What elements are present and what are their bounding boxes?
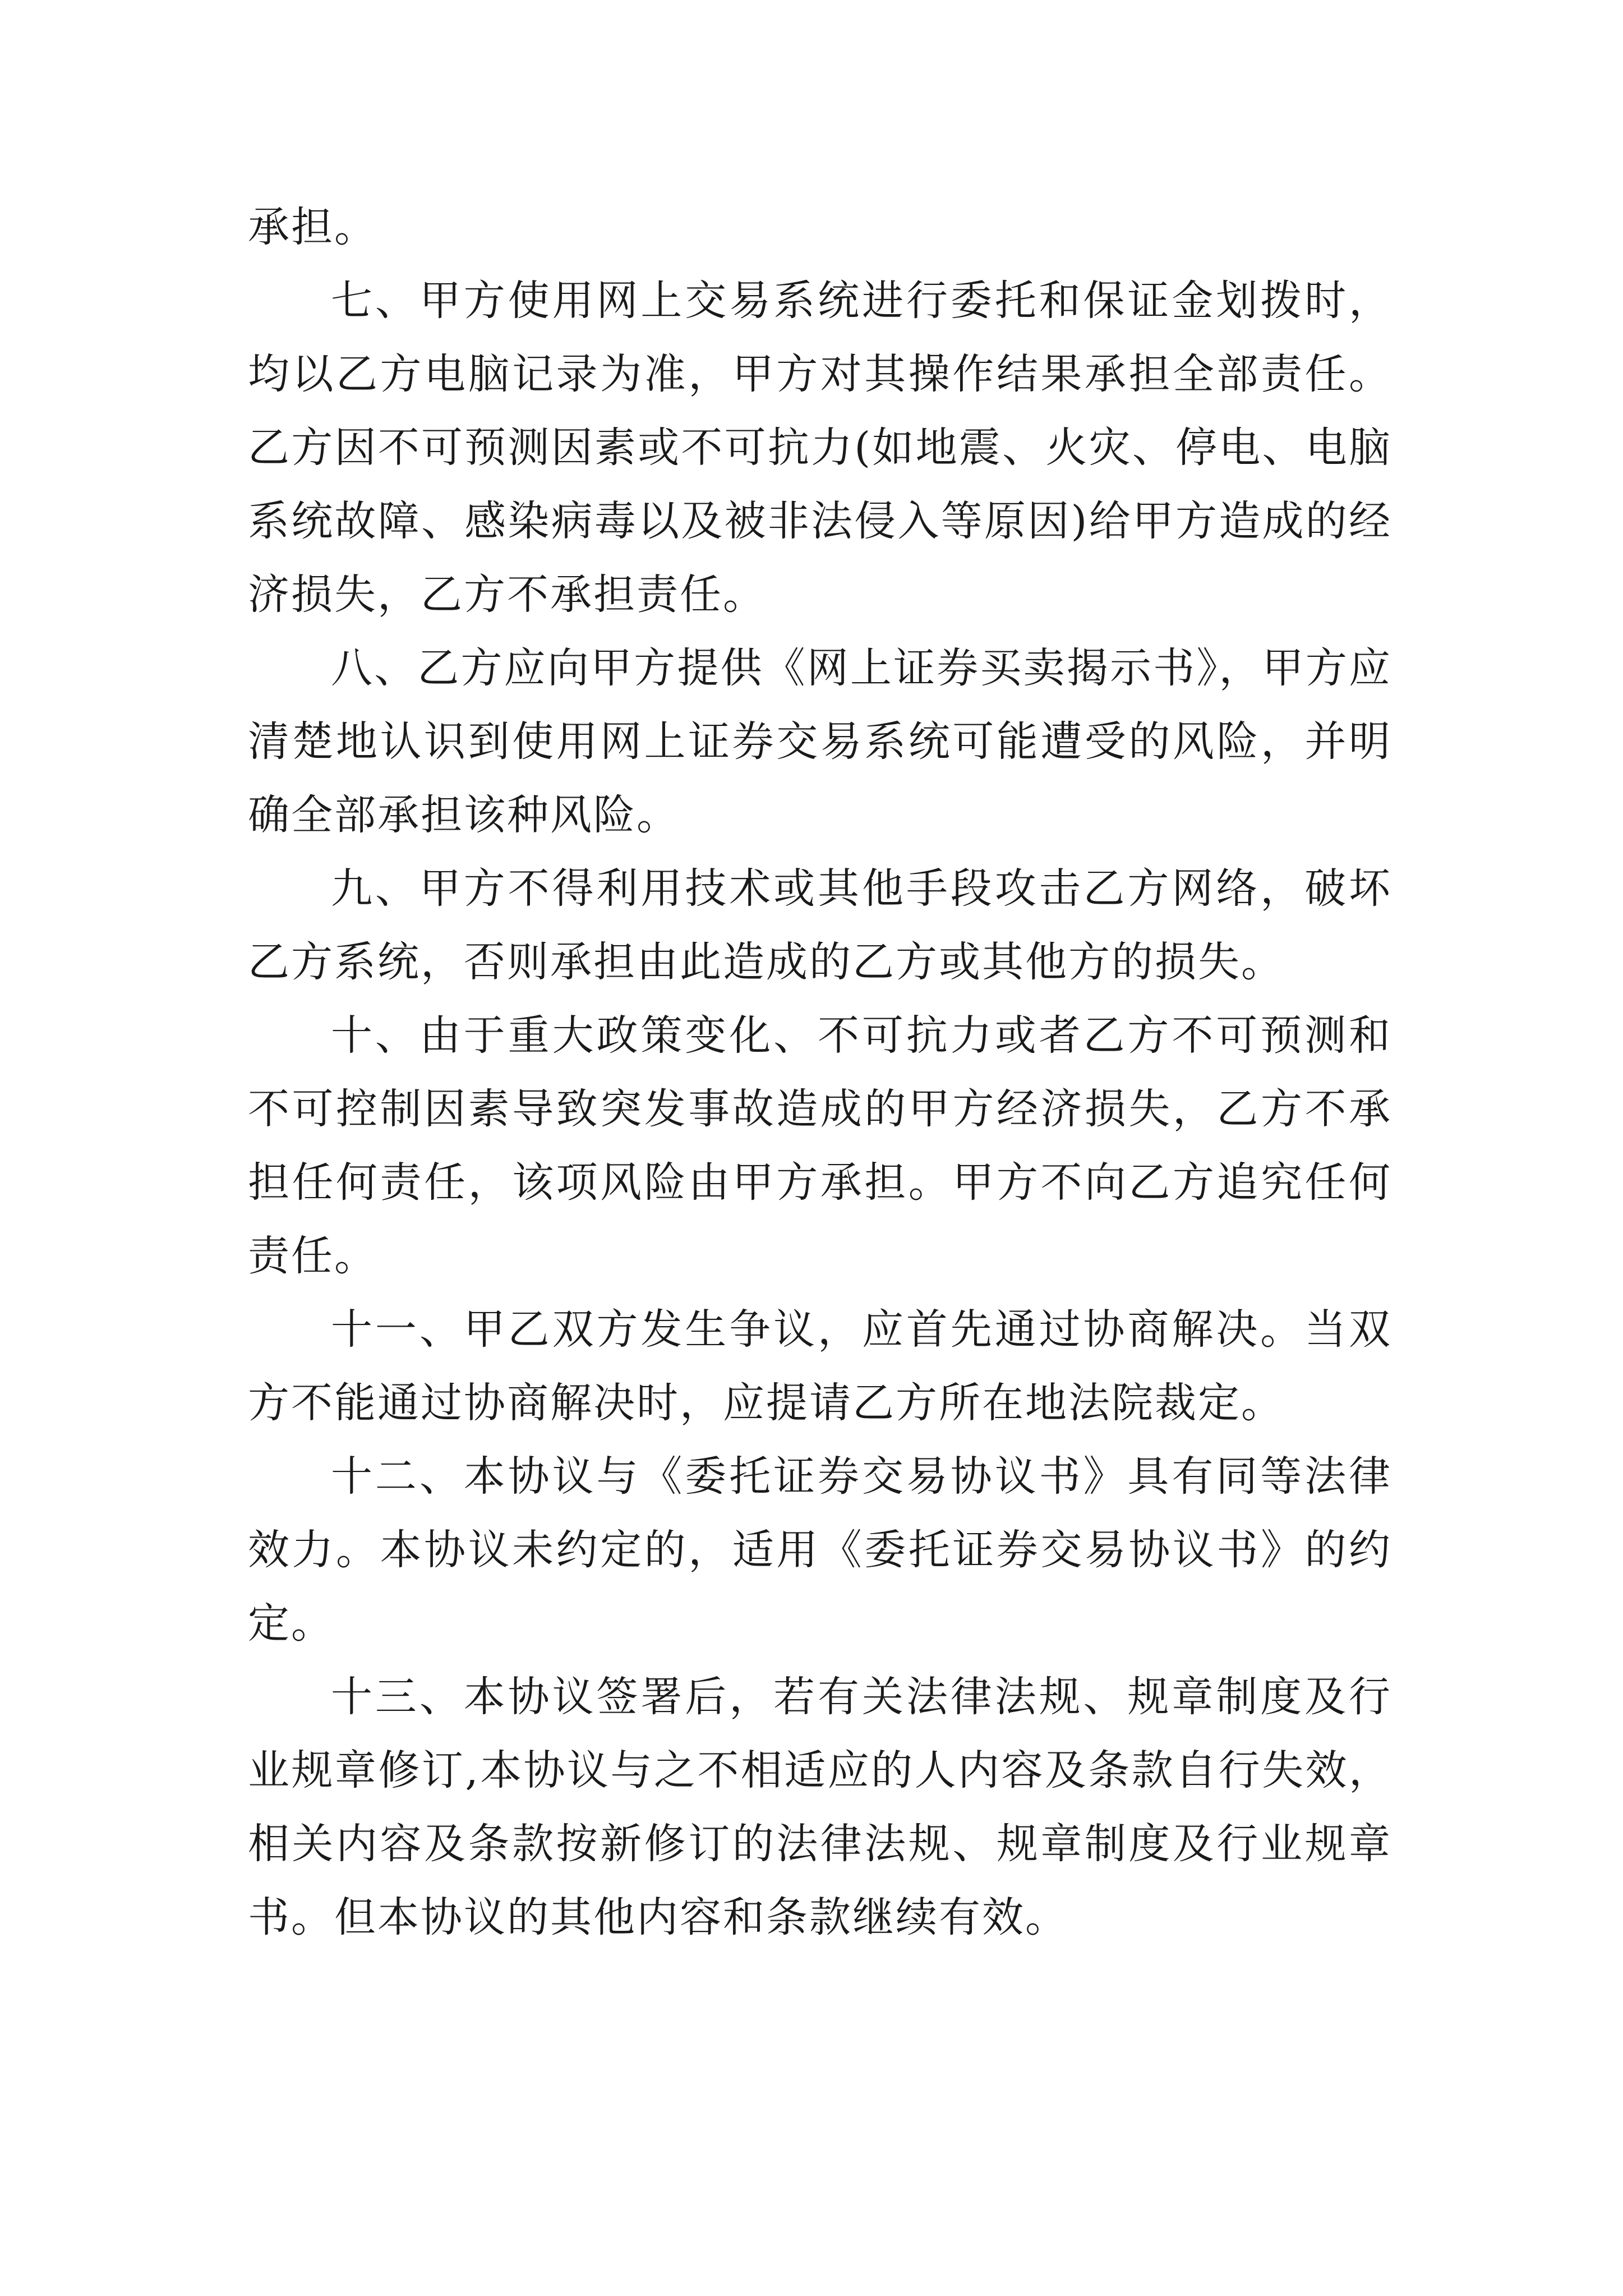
paragraph-clause-8: 八、乙方应向甲方提供《网上证券买卖揭示书》，甲方应清楚地认识到使用网上证券交易系统可能遭受的风险，并明确全部承担该种风险。 <box>248 644 1392 839</box>
paragraph-clause-13: 十三、本协议签署后，若有关法律法规、规章制度及行业规章修订,本协议与之不相适应的人内容及条款自行失效，相关内容及条款按新修订的法律法规、规章制度及行业规章书。但本协议的其他内容和条款继续有效。 <box>248 1673 1392 1941</box>
paragraph-continuation: 承担。 <box>248 203 377 251</box>
document-body <box>248 191 1392 1954</box>
paragraph-clause-7: 七、甲方使用网上交易系统进行委托和保证金划拨时，均以乙方电脑记录为准，甲方对其操作结果承担全部责任。乙方因不可预测因素或不可抗力(如地震、火灾、停电、电脑系统故障、感染病毒以及被非法侵入等原因)给甲方造成的经济损失，乙方不承担责任。 <box>248 277 1392 619</box>
paragraph-clause-11: 十一、甲乙双方发生争议，应首先通过协商解决。当双方不能通过协商解决时，应提请乙方所在地法院裁定。 <box>248 1305 1392 1427</box>
paragraph-clause-10: 十、由于重大政策变化、不可抗力或者乙方不可预测和不可控制因素导致突发事故造成的甲方经济损失，乙方不承担任何责任，该项风险由甲方承担。甲方不向乙方追究任何责任。 <box>248 1011 1392 1280</box>
paragraph-clause-9: 九、甲方不得利用技术或其他手段攻击乙方网络，破坏乙方系统，否则承担由此造成的乙方或其他方的损失。 <box>248 864 1392 986</box>
paragraph-clause-12: 十二、本协议与《委托证券交易协议书》具有同等法律效力。本协议未约定的，适用《委托证券交易协议书》的约定。 <box>248 1452 1392 1648</box>
